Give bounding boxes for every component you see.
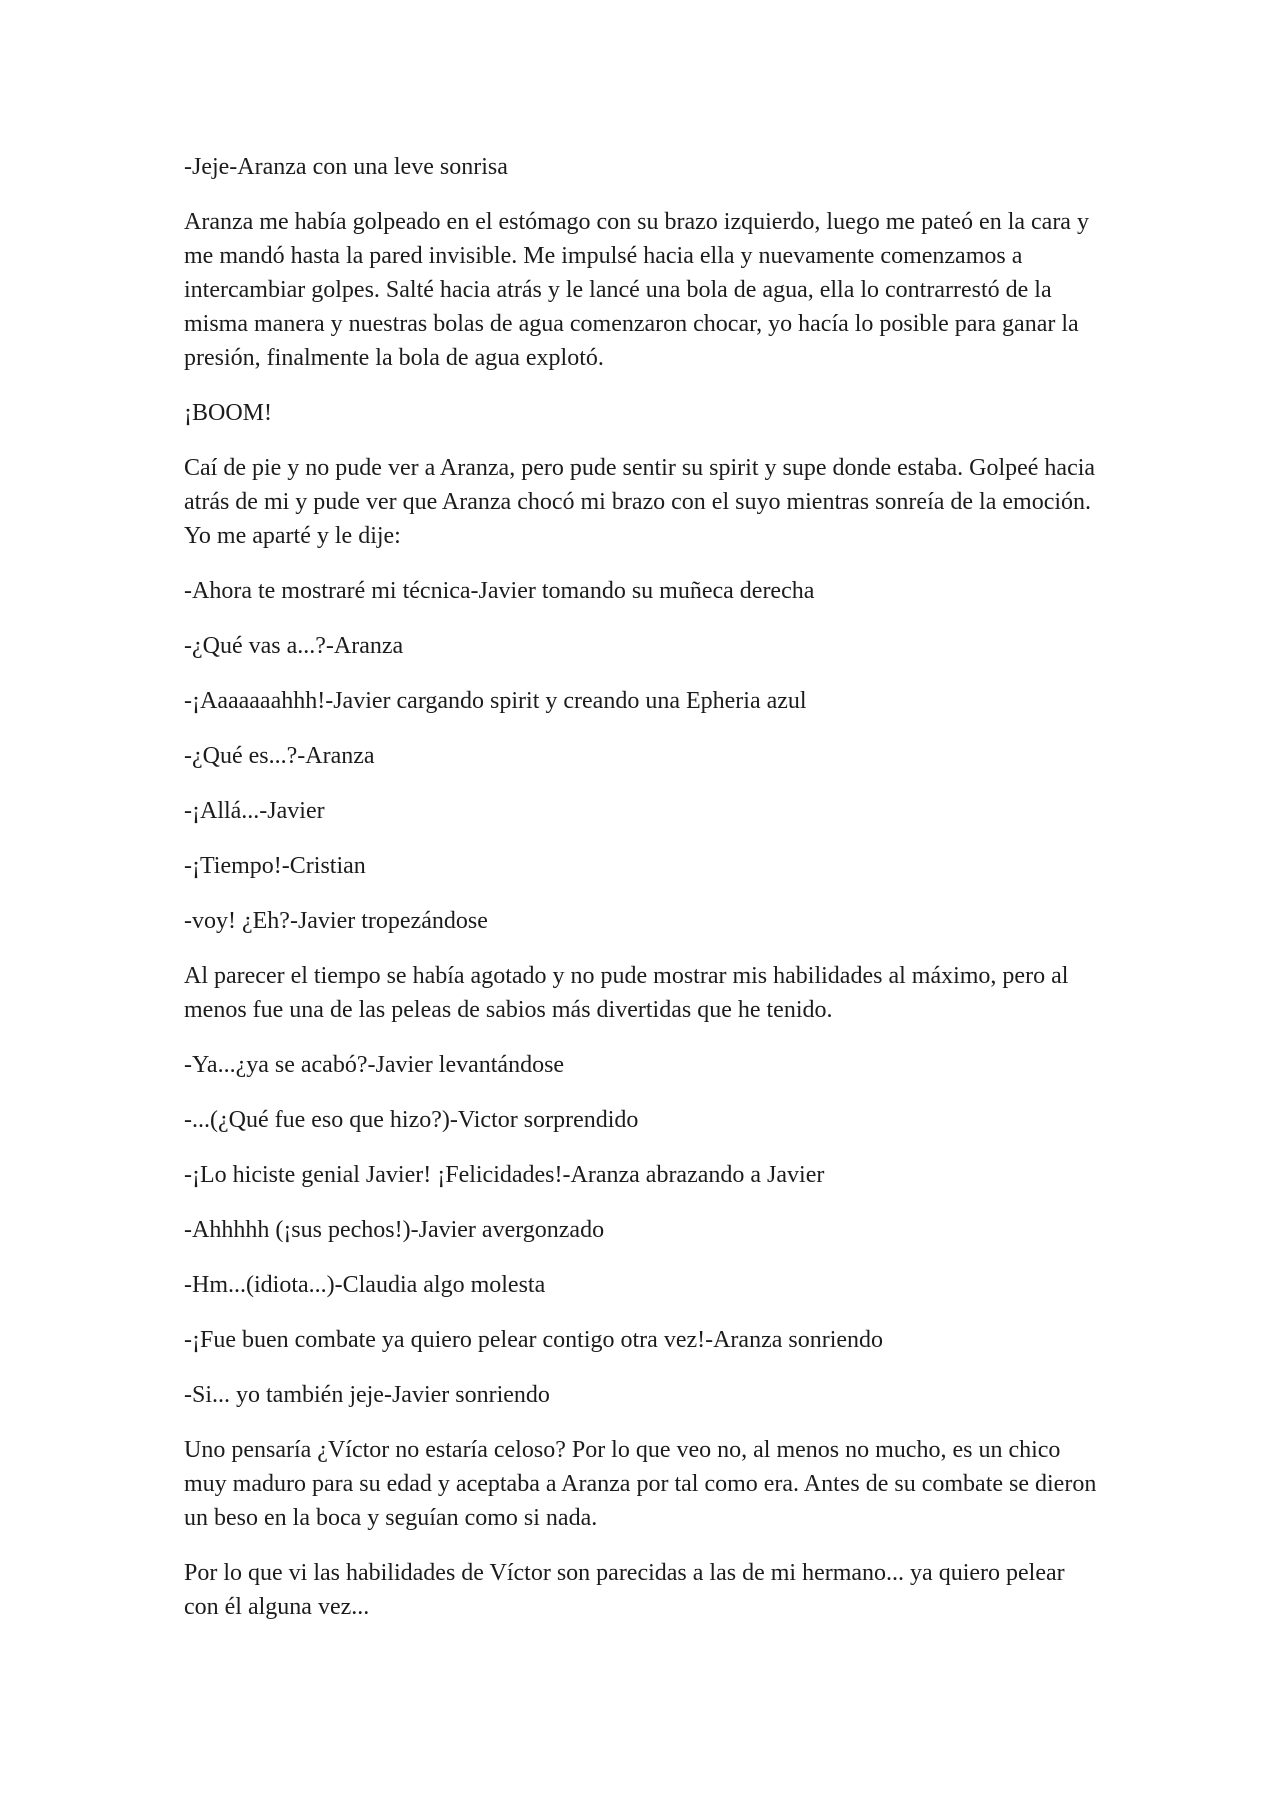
paragraph: -Ahora te mostraré mi técnica-Javier tomando su muñeca derecha	[184, 578, 815, 604]
paragraph: -¡Aaaaaaahhh!-Javier cargando spirit y creando una Epheria azul	[184, 688, 807, 714]
paragraph: -¡Tiempo!-Cristian	[184, 853, 366, 879]
paragraph: -...(¿Qué fue eso que hizo?)-Victor sorprendido	[184, 1107, 639, 1133]
paragraph: -Ya...¿ya se acabó?-Javier levantándose	[184, 1052, 565, 1078]
paragraph: Al parecer el tiempo se había agotado y no pude mostrar mis habilidades al máximo, pero al menos fue una de las peleas de sabios más divertidas que he tenido.	[184, 963, 1069, 1023]
paragraph: ¡BOOM!	[184, 400, 272, 426]
paragraph: Por lo que vi las habilidades de Víctor son parecidas a las de mi hermano... ya quiero pelear con él alguna vez...	[184, 1560, 1065, 1620]
paragraph: -¿Qué es...?-Aranza	[184, 743, 375, 769]
paragraph: -¿Qué vas a...?-Aranza	[184, 633, 404, 659]
paragraph: Aranza me había golpeado en el estómago con su brazo izquierdo, luego me pateó en la cara y me mandó hasta la pared invisible. Me impulsé hacia ella y nuevamente comenzamos a intercambiar golpes. Salté hacia atrás y le lancé una bola de agua, ella lo contrarrestó de la misma manera y nuestras bolas de agua comenzaron chocar, yo hacía lo posible para ganar la presión, finalmente la bola de agua explotó.	[184, 209, 1089, 371]
paragraph: -Jeje-Aranza con una leve sonrisa	[184, 154, 508, 180]
paragraph: Uno pensaría ¿Víctor no estaría celoso? Por lo que veo no, al menos no mucho, es un chico muy maduro para su edad y aceptaba a Aranza por tal como era. Antes de su combate se dieron un beso en la boca y seguían como si nada.	[184, 1437, 1097, 1531]
paragraph: -Ahhhhh (¡sus pechos!)-Javier avergonzado	[184, 1217, 605, 1243]
paragraph: -¡Allá...-Javier	[184, 798, 325, 824]
paragraph: -¡Lo hiciste genial Javier! ¡Felicidades!-Aranza abrazando a Javier	[184, 1162, 825, 1188]
paragraph: -Hm...(idiota...)-Claudia algo molesta	[184, 1272, 546, 1298]
paragraph: -Si... yo también jeje-Javier sonriendo	[184, 1382, 550, 1408]
paragraph: -¡Fue buen combate ya quiero pelear contigo otra vez!-Aranza sonriendo	[184, 1327, 884, 1353]
paragraph: -voy! ¿Eh?-Javier tropezándose	[184, 908, 488, 934]
document-body	[184, 150, 1104, 1645]
paragraph: Caí de pie y no pude ver a Aranza, pero pude sentir su spirit y supe donde estaba. Golpeé hacia atrás de mi y pude ver que Aranza chocó mi brazo con el suyo mientras sonreía de la emoción. Yo me aparté y le dije:	[184, 455, 1096, 549]
